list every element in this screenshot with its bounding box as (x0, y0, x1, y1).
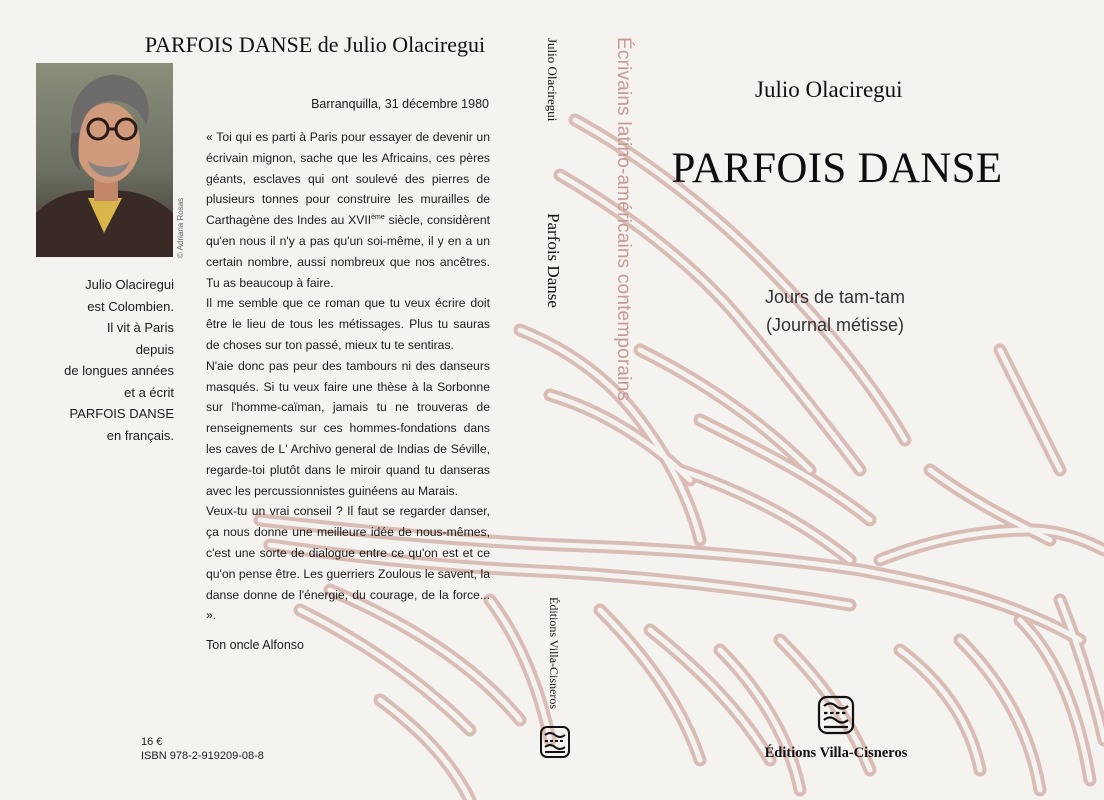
letter-signature: Ton oncle Alfonso (206, 638, 304, 652)
bio-line: PARFOIS DANSE (69, 406, 174, 421)
letter-paragraph (206, 127, 490, 293)
spine-collection: Écrivains latino-américains contemporains (613, 37, 634, 402)
back-cover-title: PARFOIS DANSE de Julio Olaciregui (144, 32, 486, 57)
subtitle-line: (Journal métisse) (765, 315, 905, 335)
publisher-logo-icon (539, 725, 571, 759)
front-publisher: Éditions Villa-Cisneros (764, 745, 908, 761)
letter-text: siècle, considèrent qu'en nous il n'y a pas qu'un soi-même, il y en a un certain nombre, aussi nombreux que nos ancêtres. Tu as beaucoup à faire. (206, 213, 490, 290)
subtitle-line: Jours de tam-tam (764, 287, 906, 307)
bio-line: est Colombien. (87, 298, 174, 314)
spine-publisher: Éditions Villa-Cisneros (547, 597, 561, 710)
letter-date: Barranquilla, 31 décembre 1980 (311, 97, 489, 111)
photo-credit: © Adriana Rosas (176, 197, 185, 258)
isbn: ISBN 978-2-919209-08-8 (141, 750, 264, 762)
author-photo (36, 63, 173, 257)
bio-line: de longues années (64, 363, 174, 378)
price: 16 € (141, 736, 163, 748)
bio-line: Julio Olaciregui (85, 277, 174, 292)
front-author: Julio Olaciregui (755, 77, 903, 102)
letter-superscript: ème (371, 214, 385, 222)
author-bio (44, 274, 174, 446)
bio-line: en français. (106, 427, 174, 443)
letter-paragraph: N'aie donc pas peur des tambours ni des danseurs masqués. Si tu veux faire une thèse à la Sorbonne sur l'homme-caïman, jamais tu ne trouveras de renseignements sur ces hommes-fondations dans les caves de L' Archivo general de Indias de Séville, regarde-toi plutôt dans le miroir quand tu danseras avec les percussionnistes guinéens au Marais. (206, 358, 490, 498)
spine-author: Julio Olaciregui (545, 38, 560, 122)
front-title: PARFOIS DANSE (671, 145, 1003, 192)
letter-paragraph: Il me semble que ce roman que tu veux écrire doit être le lieu de tous les métissages. Plus tu sauras de choses sur ton passé, mieux tu te sentiras. (206, 296, 490, 352)
bio-line: depuis (135, 341, 174, 357)
publisher-logo-icon (817, 695, 855, 735)
letter-paragraph: Veux-tu un vrai conseil ? Il faut se regarder danser, ça nous donne une meilleure idée de nous-mêmes, c'est une sorte de dialogue entre ce qu'on est et ce qu'on pense être. Les guerriers Zoulous le savent, la danse donne de l'énergie, du courage, de la force... ». (206, 504, 490, 623)
letter-body (206, 127, 490, 626)
spine-title: Parfois Danse (544, 213, 563, 308)
front-subtitle (700, 283, 970, 339)
letter-text: « Toi qui es parti à Paris pour essayer de devenir un écrivain mignon, sache que les Africains, ces pères géants, esclaves qui ont soulevé des pierres de plusieurs tonnes pour construire les murailles de Carthagène des Indes au XVII (206, 130, 490, 228)
bio-line: et a écrit (124, 384, 174, 400)
bio-line: Il vit à Paris (106, 320, 174, 335)
